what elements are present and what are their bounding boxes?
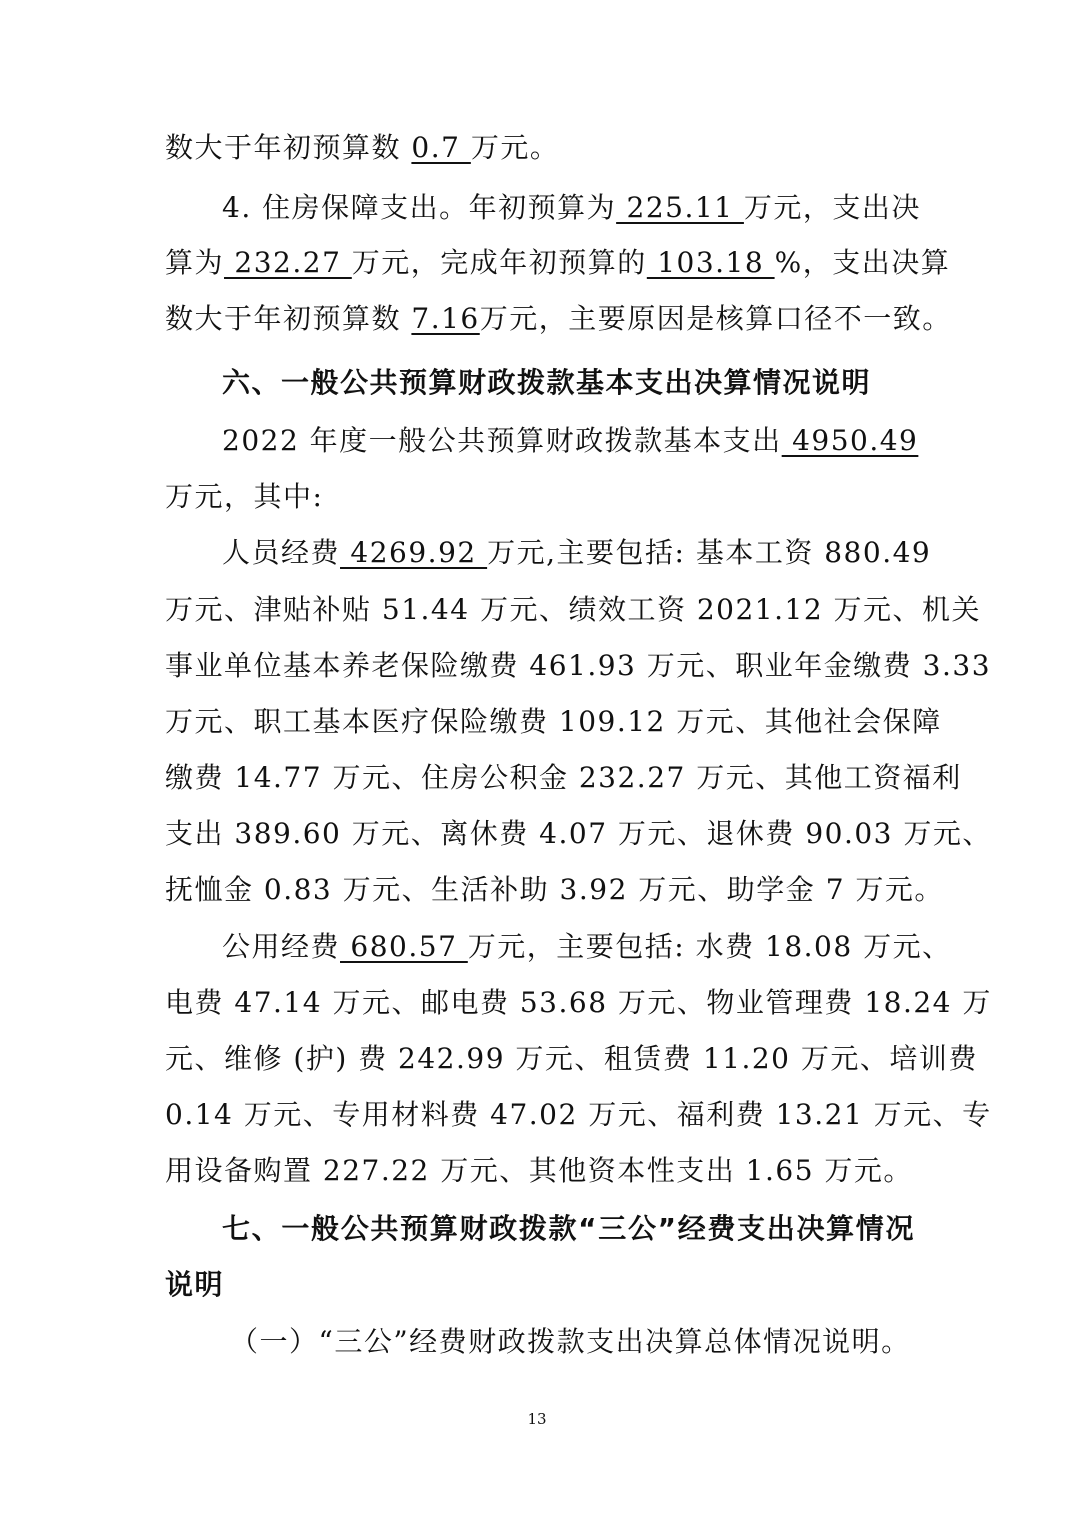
text-line: 万元、津贴补贴 51.44 万元、绩效工资 2021.12 万元、机关 (165, 593, 982, 626)
text-line: 0.14 万元、专用材料费 47.02 万元、福利费 13.21 万元、专 (165, 1098, 992, 1131)
text-line: 2022 年度一般公共预算财政拨款基本支出 4950.49 (222, 424, 919, 457)
text-line: 缴费 14.77 万元、住房公积金 232.27 万元、其他工资福利 (165, 761, 962, 794)
section-heading: 六、一般公共预算财政拨款基本支出决算情况说明 (222, 366, 872, 399)
text-line: 数大于年初预算数 7.16万元，主要原因是核算口径不一致。 (165, 302, 952, 335)
section-heading: 七、一般公共预算财政拨款“三公”经费支出决算情况 (222, 1212, 915, 1245)
text-line: 万元，其中: (165, 480, 324, 513)
text-line: 事业单位基本养老保险缴费 461.93 万元、职业年金缴费 3.33 (165, 649, 992, 682)
text-line: 元、维修 (护) 费 242.99 万元、租赁费 11.20 万元、培训费 (165, 1042, 978, 1075)
text-line: 万元、职工基本医疗保险缴费 109.12 万元、其他社会保障 (165, 705, 942, 738)
text-line: 用设备购置 227.22 万元、其他资本性支出 1.65 万元。 (165, 1154, 913, 1187)
text-line: 公用经费 680.57 万元，主要包括: 水费 18.08 万元、 (222, 930, 952, 963)
text-line: 人员经费 4269.92 万元,主要包括: 基本工资 880.49 (222, 536, 932, 569)
page-number: 13 (527, 1410, 547, 1428)
section-heading-cont: 说明 (165, 1268, 225, 1301)
subsection-heading: （一）“三公”经费财政拨款支出决算总体情况说明。 (230, 1325, 911, 1358)
text-line: 抚恤金 0.83 万元、生活补助 3.92 万元、助学金 7 万元。 (165, 873, 944, 906)
text-line: 算为 232.27 万元，完成年初预算的 103.18 %，支出决算 (165, 246, 951, 279)
text-line: 4. 住房保障支出。年初预算为 225.11 万元，支出决 (222, 191, 921, 224)
text-line: 支出 389.60 万元、离休费 4.07 万元、退休费 90.03 万元、 (165, 817, 992, 850)
text-line: 数大于年初预算数 0.7 万元。 (165, 131, 560, 164)
text-line: 电费 47.14 万元、邮电费 53.68 万元、物业管理费 18.24 万 (165, 986, 992, 1019)
